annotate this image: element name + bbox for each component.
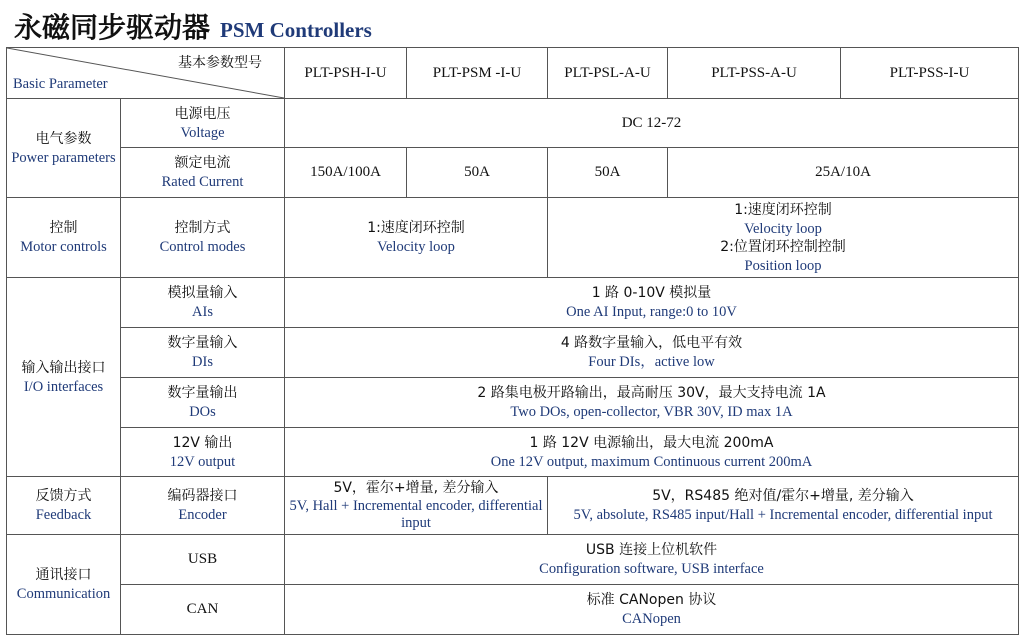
value-usb: [285, 535, 1019, 585]
value-current-psm: 50A: [407, 148, 548, 198]
value-di: [285, 328, 1019, 378]
model-psm-i-u: PLT-PSM -I-U: [407, 48, 548, 99]
label-ai-en: AIs: [192, 304, 213, 320]
value-encoder-absolute: [548, 477, 1019, 535]
value-encoder-hall: [285, 477, 548, 535]
label-current-cn: 额定电流: [174, 155, 231, 171]
label-ai: [121, 278, 285, 328]
label-ai-cn: 模拟量输入: [167, 285, 238, 301]
label-voltage: [121, 99, 285, 148]
value-control-velocity: [285, 198, 548, 278]
row-can: [7, 585, 1019, 635]
row-control-modes: [7, 198, 1019, 278]
value-ai-en: One AI Input, range:0 to 10V: [566, 304, 737, 320]
label-do-cn: 数字量输出: [167, 385, 238, 401]
row-di: [7, 328, 1019, 378]
encoder-a-en: 5V, Hall + Incremental encoder, differential input: [289, 498, 543, 531]
control-b2-en: Position loop: [744, 257, 822, 274]
value-do: [285, 378, 1019, 428]
control-b1-en: Velocity loop: [744, 220, 822, 237]
model-psl-a-u: PLT-PSL-A-U: [548, 48, 668, 99]
label-12v-cn: 12V 输出: [172, 434, 233, 451]
group-feedback: [7, 477, 121, 535]
header-corner-cell: [7, 48, 285, 99]
group-control: [7, 198, 121, 278]
encoder-b-cn: 5V，RS485 绝对值/霍尔+增量, 差分输入: [652, 488, 914, 504]
value-di-en: Four DIs，active low: [588, 354, 715, 370]
control-b1-cn: 1:速度闭环控制: [734, 201, 832, 218]
group-io: [7, 278, 121, 477]
row-encoder: [7, 477, 1019, 535]
control-b2-cn: 2:位置闭环控制控制: [720, 238, 846, 255]
label-can: [121, 585, 285, 635]
group-comm-en: Communication: [16, 586, 111, 602]
control-a-cn: 1:速度闭环控制: [367, 220, 465, 236]
label-usb-text: USB: [187, 551, 218, 567]
label-encoder-cn: 编码器接口: [167, 488, 238, 504]
label-encoder-en: Encoder: [178, 507, 227, 523]
control-a-en: Velocity loop: [377, 239, 455, 255]
value-12v-output: [285, 428, 1019, 477]
value-control-velocity-position: [548, 198, 1019, 278]
label-can-text: CAN: [186, 601, 219, 617]
value-voltage: DC 12-72: [285, 99, 1019, 148]
title-chinese: 永磁同步驱动器: [14, 11, 211, 44]
value-current-pss: 25A/10A: [668, 148, 1019, 198]
row-12v-output: [7, 428, 1019, 477]
model-pss-a-u: PLT-PSS-A-U: [668, 48, 841, 99]
label-di-cn: 数字量输入: [167, 335, 238, 351]
value-can: [285, 585, 1019, 635]
page-title: [14, 6, 372, 46]
label-12v-output: [121, 428, 285, 477]
header-row: [7, 48, 1019, 99]
label-do: [121, 378, 285, 428]
title-english: PSM Controllers: [220, 18, 372, 42]
group-feedback-en: Feedback: [35, 507, 92, 523]
value-12v-en: One 12V output, maximum Continuous current 200mA: [490, 453, 813, 470]
encoder-b-en: 5V, absolute, RS485 input/Hall + Incremental encoder, differential input: [573, 507, 993, 523]
label-12v-en: 12V output: [169, 453, 236, 470]
row-ai: [7, 278, 1019, 328]
label-control-cn: 控制方式: [174, 220, 231, 236]
label-control-modes: [121, 198, 285, 278]
row-voltage: [7, 99, 1019, 148]
spec-table: [6, 47, 1019, 635]
group-control-cn: 控制: [49, 220, 78, 236]
value-usb-cn: USB 连接上位机软件: [585, 542, 718, 558]
value-can-en: CANopen: [622, 611, 681, 627]
group-comm-cn: 通讯接口: [35, 567, 92, 583]
value-do-cn: 2 路集电极开路输出，最高耐压 30V，最大支持电流 1A: [477, 385, 826, 401]
value-12v-cn: 1 路 12V 电源输出，最大电流 200mA: [529, 434, 774, 451]
label-encoder: [121, 477, 285, 535]
value-ai: [285, 278, 1019, 328]
row-usb: [7, 535, 1019, 585]
label-do-en: DOs: [189, 404, 216, 420]
value-ai-cn: 1 路 0-10V 模拟量: [591, 285, 712, 301]
label-current-en: Rated Current: [161, 174, 244, 190]
group-control-en: Motor controls: [20, 239, 107, 255]
group-io-cn: 输入输出接口: [21, 359, 106, 376]
value-current-psh: 150A/100A: [285, 148, 407, 198]
label-voltage-cn: 电源电压: [174, 105, 231, 122]
value-do-en: Two DOs, open-collector, VBR 30V, ID max 1A: [510, 404, 793, 420]
group-power-cn: 电气参数: [35, 130, 92, 147]
label-voltage-en: Voltage: [180, 124, 225, 141]
label-control-en: Control modes: [159, 239, 246, 255]
label-di-en: DIs: [192, 354, 213, 370]
group-power: [7, 99, 121, 198]
label-rated-current: [121, 148, 285, 198]
label-usb: [121, 535, 285, 585]
label-di: [121, 328, 285, 378]
row-rated-current: [7, 148, 1019, 198]
group-power-en: Power parameters: [11, 149, 116, 166]
encoder-a-cn: 5V，霍尔+增量, 差分输入: [333, 480, 499, 496]
model-pss-i-u: PLT-PSS-I-U: [841, 48, 1019, 99]
value-can-cn: 标准 CANopen 协议: [586, 592, 717, 608]
header-corner-cn: 基本参数型号: [178, 55, 262, 71]
value-di-cn: 4 路数字量输入，低电平有效: [560, 335, 743, 351]
model-psh-i-u: PLT-PSH-I-U: [285, 48, 407, 99]
value-current-psl: 50A: [548, 148, 668, 198]
header-corner-en: Basic Parameter: [13, 76, 108, 92]
group-communication: [7, 535, 121, 635]
group-io-en: I/O interfaces: [23, 378, 104, 395]
row-do: [7, 378, 1019, 428]
value-usb-en: Configuration software, USB interface: [539, 561, 764, 577]
group-feedback-cn: 反馈方式: [35, 488, 92, 504]
